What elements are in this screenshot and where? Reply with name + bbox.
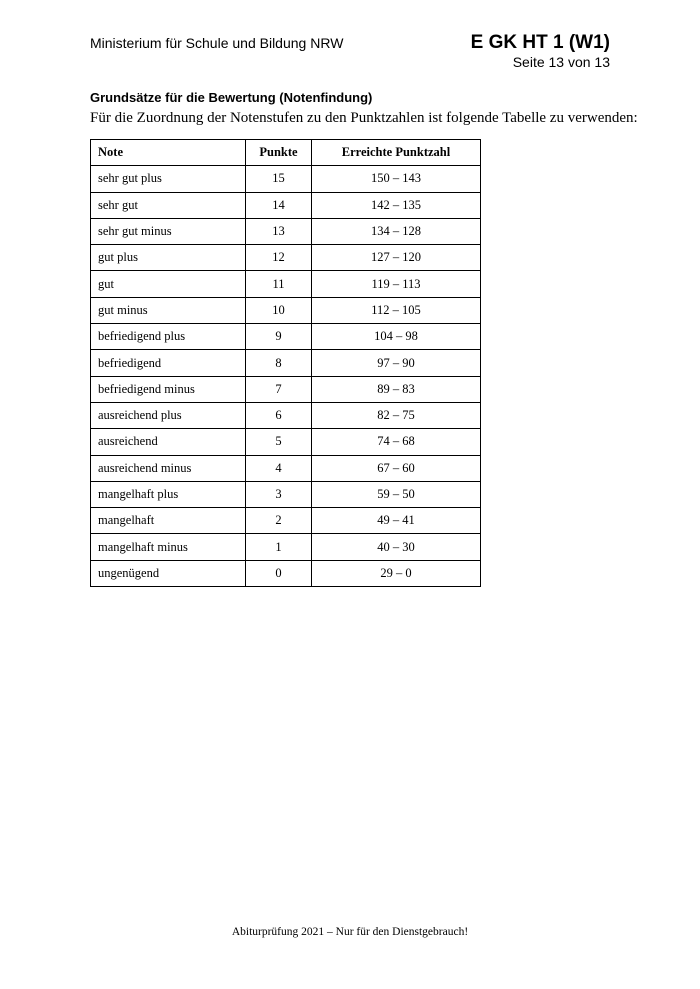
- ministry-name: Ministerium für Schule und Bildung NRW: [90, 35, 344, 51]
- cell-punktzahl: 127 – 120: [312, 245, 481, 271]
- cell-punkte: 4: [246, 455, 312, 481]
- cell-note: ausreichend minus: [91, 455, 246, 481]
- cell-punkte: 0: [246, 560, 312, 586]
- table-row: [91, 402, 481, 428]
- cell-punktzahl: 112 – 105: [312, 297, 481, 323]
- cell-punktzahl: 134 – 128: [312, 218, 481, 244]
- cell-note: befriedigend minus: [91, 376, 246, 402]
- page-number: Seite 13 von 13: [512, 54, 610, 70]
- cell-note: mangelhaft: [91, 508, 246, 534]
- cell-punktzahl: 119 – 113: [312, 271, 481, 297]
- grading-table: [90, 139, 481, 587]
- table-row: [91, 297, 481, 323]
- cell-note: ausreichend: [91, 429, 246, 455]
- table-body: [91, 166, 481, 587]
- table-row: [91, 376, 481, 402]
- table-row: [91, 455, 481, 481]
- cell-punkte: 14: [246, 192, 312, 218]
- table-row: [91, 429, 481, 455]
- cell-punktzahl: 67 – 60: [312, 455, 481, 481]
- table-row: [91, 192, 481, 218]
- cell-punktzahl: 40 – 30: [312, 534, 481, 560]
- table-row: [91, 560, 481, 586]
- cell-punkte: 5: [246, 429, 312, 455]
- cell-punkte: 2: [246, 508, 312, 534]
- cell-punkte: 9: [246, 324, 312, 350]
- cell-punktzahl: 97 – 90: [312, 350, 481, 376]
- intro-text: Für die Zuordnung der Notenstufen zu den Punktzahlen ist folgende Tabelle zu verwenden:: [90, 110, 638, 126]
- cell-note: befriedigend: [91, 350, 246, 376]
- cell-note: sehr gut minus: [91, 218, 246, 244]
- cell-punktzahl: 150 – 143: [312, 166, 481, 192]
- table-row: [91, 271, 481, 297]
- table-row: [91, 508, 481, 534]
- cell-note: befriedigend plus: [91, 324, 246, 350]
- cell-note: ausreichend plus: [91, 402, 246, 428]
- cell-punktzahl: 29 – 0: [312, 560, 481, 586]
- cell-punktzahl: 89 – 83: [312, 376, 481, 402]
- table-row: [91, 350, 481, 376]
- cell-punkte: 1: [246, 534, 312, 560]
- cell-note: sehr gut: [91, 192, 246, 218]
- cell-punktzahl: 74 – 68: [312, 429, 481, 455]
- table-row: [91, 324, 481, 350]
- cell-punktzahl: 82 – 75: [312, 402, 481, 428]
- cell-punkte: 12: [246, 245, 312, 271]
- cell-punktzahl: 59 – 50: [312, 481, 481, 507]
- cell-note: gut plus: [91, 245, 246, 271]
- document-code: E GK HT 1 (W1): [470, 32, 610, 53]
- section-heading: Grundsätze für die Bewertung (Notenfindung): [90, 90, 373, 105]
- document-header: [471, 32, 610, 71]
- cell-note: mangelhaft minus: [91, 534, 246, 560]
- column-header-note: Note: [91, 140, 246, 166]
- column-header-punkte: Punkte: [246, 140, 312, 166]
- cell-note: sehr gut plus: [91, 166, 246, 192]
- cell-punkte: 11: [246, 271, 312, 297]
- cell-punktzahl: 104 – 98: [312, 324, 481, 350]
- column-header-punktzahl: Erreichte Punktzahl: [312, 140, 481, 166]
- cell-punkte: 3: [246, 481, 312, 507]
- table-row: [91, 218, 481, 244]
- table-row: [91, 481, 481, 507]
- cell-punkte: 8: [246, 350, 312, 376]
- footer-note: Abiturprüfung 2021 – Nur für den Dienstgebrauch!: [231, 926, 469, 938]
- cell-punktzahl: 142 – 135: [312, 192, 481, 218]
- cell-punktzahl: 49 – 41: [312, 508, 481, 534]
- cell-punkte: 10: [246, 297, 312, 323]
- cell-note: gut minus: [91, 297, 246, 323]
- cell-punkte: 6: [246, 402, 312, 428]
- cell-punkte: 13: [246, 218, 312, 244]
- cell-note: mangelhaft plus: [91, 481, 246, 507]
- cell-note: gut: [91, 271, 246, 297]
- table-row: [91, 166, 481, 192]
- table-row: [91, 245, 481, 271]
- cell-punkte: 15: [246, 166, 312, 192]
- table-row: [91, 534, 481, 560]
- table-header-row: [91, 140, 481, 166]
- cell-punkte: 7: [246, 376, 312, 402]
- cell-note: ungenügend: [91, 560, 246, 586]
